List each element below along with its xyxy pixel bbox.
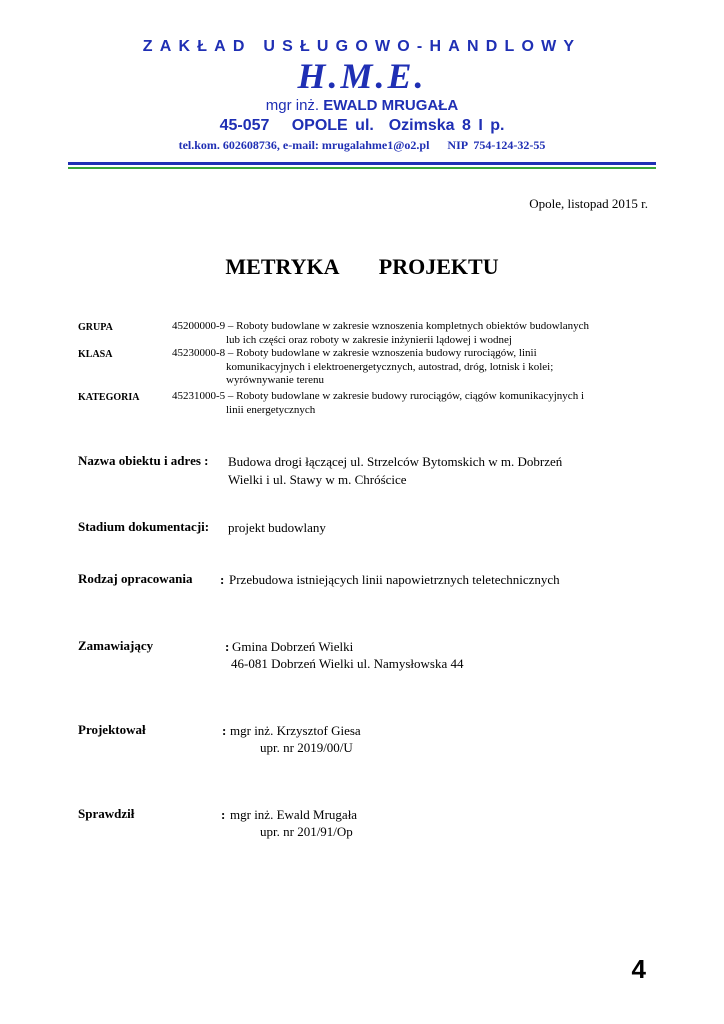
company-address: 45-057 OPOLE ul. Ozimska 8 I p. <box>219 117 505 134</box>
type-value: Przebudowa istniejących linii napowietrznych teletechnicznych <box>229 572 560 587</box>
header-divider-green <box>68 167 656 169</box>
page-number: 4 <box>631 954 646 984</box>
classification-label-class: KLASA <box>78 349 113 360</box>
owner-prefix: mgr inż. <box>265 97 320 114</box>
stage-value: projekt budowlany <box>228 520 326 535</box>
designer-license: upr. nr 2019/00/U <box>260 740 353 755</box>
checker-separator: : <box>221 807 226 822</box>
client-line1: Gmina Dobrzeń Wielki <box>232 639 354 654</box>
owner-name: EWALD MRUGAŁA <box>323 97 459 114</box>
checker-label: Sprawdził <box>78 806 135 821</box>
classification-label-group: GRUPA <box>78 322 113 333</box>
classification-line: wyrównywanie terenu <box>226 374 325 386</box>
classification-text-category <box>172 390 652 417</box>
object-name-line2: Wielki i ul. Stawy w m. Chróścice <box>228 472 407 487</box>
classification-line: komunikacyjnych i elektroenergetycznych, autostrad, dróg, lotnisk i kolei; <box>226 360 554 373</box>
document-date: Opole, listopad 2015 r. <box>529 196 648 211</box>
checker-name: mgr inż. Ewald Mrugała <box>230 807 358 822</box>
classification-line: lub ich części oraz roboty w zakresie inżynierii lądowej i wodnej <box>226 333 512 346</box>
designer-label: Projektował <box>78 722 146 737</box>
brand-logo: H.M.E. <box>297 56 427 96</box>
header-divider-blue <box>68 162 656 165</box>
classification-line: 45231000-5 – Roboty budowlane w zakresie budowy rurociągów, ciągów komunikacyjnych i <box>172 390 585 402</box>
type-label: Rodzaj opracowania <box>78 571 193 586</box>
classification-text-class <box>172 347 652 388</box>
company-name: ZAKŁAD USŁUGOWO-HANDLOWY <box>142 38 582 55</box>
type-separator: : <box>220 572 225 587</box>
classification-line: 45230000-8 – Roboty budowlane w zakresie wznoszenia budowy rurociągów, linii <box>172 347 537 359</box>
client-line2: 46-081 Dobrzeń Wielki ul. Namysłowska 44 <box>231 656 464 671</box>
object-name-line1: Budowa drogi łączącej ul. Strzelców Bytomskich w m. Dobrzeń <box>228 454 563 469</box>
checker-license: upr. nr 201/91/Op <box>260 824 353 839</box>
company-contact: tel.kom. 602608736, e-mail: mrugalahme1@o2.pl NIP 754-124-32-55 <box>178 138 546 152</box>
client-label: Zamawiający <box>78 638 154 653</box>
designer-name: mgr inż. Krzysztof Giesa <box>230 723 361 738</box>
client-separator: : <box>225 639 230 654</box>
object-label: Nazwa obiektu i adres : <box>78 453 209 468</box>
designer-separator: : <box>222 723 227 738</box>
classification-line: 45200000-9 – Roboty budowlane w zakresie wznoszenia kompletnych obiektów budowlanych <box>172 320 589 332</box>
stage-label: Stadium dokumentacji: <box>78 519 210 534</box>
classification-line: linii energetycznych <box>226 403 316 416</box>
classification-label-category: KATEGORIA <box>78 392 140 403</box>
document-title: METRYKA PROJEKTU <box>225 254 499 279</box>
classification-text-group <box>172 320 652 347</box>
owner-line <box>0 97 724 114</box>
